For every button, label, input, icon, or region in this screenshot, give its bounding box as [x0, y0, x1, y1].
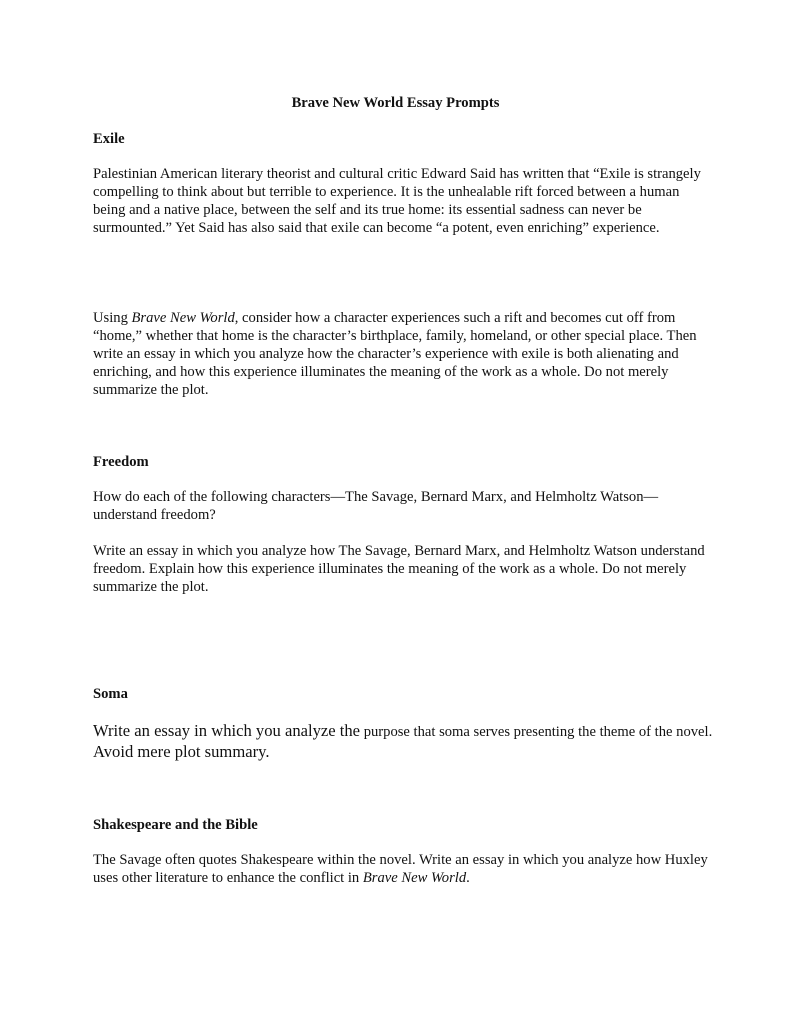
freedom-paragraph-1: How do each of the following characters—The Savage, Bernard Marx, and Helmholtz Watson—understand freedom? [93, 489, 659, 523]
section-heading-exile: Exile [93, 131, 125, 147]
freedom-paragraph-2: Write an essay in which you analyze how The Savage, Bernard Marx, and Helmholtz Watson understand freedom. Explain how this experience illuminates the meaning of the work as a whole. Do not merely summarize the plot. [93, 543, 705, 595]
shakespeare-paragraph-suffix: . [466, 870, 470, 886]
soma-paragraph-large-text: Write an essay in which you analyze the [93, 721, 361, 740]
exile-paragraph-1: Palestinian American literary theorist and cultural critic Edward Said has written that “Exile is strangely compelling to think about but terrible to experience. It is the unhealable rift forced between a human being and a native place, between the self and its true home: its essential sadness can never be surmounted.” Yet Said has also said that exile can become “a potent, even enriching” experience. [93, 166, 701, 236]
shakespeare-paragraph-prefix: The Savage often quotes Shakespeare within the novel. Write an essay in which you analyze how Huxley uses other literature to enhance the conflict in [93, 852, 708, 886]
document-title: Brave New World Essay Prompts [291, 95, 500, 111]
section-heading-soma: Soma [93, 686, 128, 702]
soma-paragraph [93, 721, 713, 763]
section-heading-shakespeare: Shakespeare and the Bible [93, 817, 258, 833]
soma-paragraph-large-text-2: Avoid mere plot summary. [93, 742, 270, 761]
exile-paragraph-2-suffix: , consider how a character experiences such a rift and becomes cut off from “home,” whether that home is the character’s birthplace, family, homeland, or other special place. Then write an essay in which you analyze how the character’s experience with exile is both alienating and enriching, and how this experience illuminates the meaning of the work as a whole. Do not merely summarize the plot. [93, 310, 697, 398]
soma-paragraph-small-text: purpose that soma serves presenting the theme of the novel. [360, 724, 713, 740]
book-title-italic-2: Brave New World [362, 870, 467, 886]
exile-paragraph-2 [93, 309, 713, 399]
exile-paragraph-2-prefix: Using [93, 310, 132, 326]
section-heading-freedom: Freedom [93, 454, 149, 470]
shakespeare-paragraph [93, 851, 713, 887]
book-title-italic: Brave New World [131, 310, 235, 326]
